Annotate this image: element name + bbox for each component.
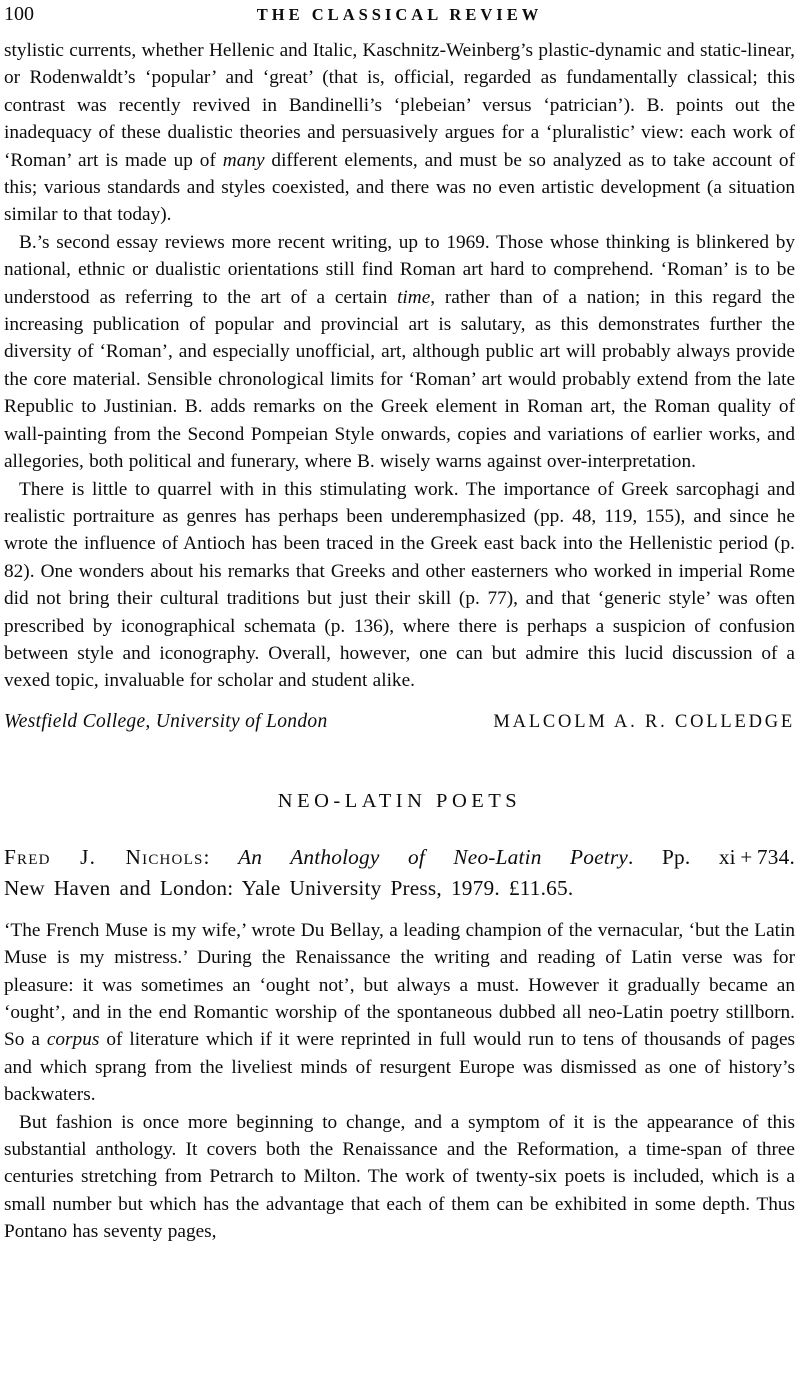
reviewer-signature xyxy=(4,708,795,736)
second-review-body xyxy=(4,917,795,1246)
reviewer-name: MALCOLM A. R. COLLEDGE xyxy=(493,711,795,732)
review-paragraph: B.’s second essay reviews more recent writing, up to 1969. Those whose thinking is blinkered by national, ethnic or dualistic orientations still find Roman art hard to comprehend. ‘Roman’ is to be understood as referring to the art of a certain time, rather than of a nation; in this regard the increasing publication of popular and provincial art is salutary, as this demonstrates further the diversity of ‘Roman’, and especially unofficial, art, although public art will probably always provide the core material. Sensible chronological limits for ‘Roman’ art would probably extend from the late Republic to Justinian. B. adds remarks on the Greek element in Roman art, the Roman quality of wall-painting from the Second Pompeian Style onwards, copies and variations of earlier works, and allegories, both political and funerary, where B. wisely warns against over-interpretation. xyxy=(4,231,795,473)
review-paragraph: There is little to quarrel with in this stimulating work. The importance of Greek sarcophagi and realistic portraiture as genres has perhaps been underemphasized (pp. 48, 119, 155), and since he wrote the influence of Antioch has been traced in the Greek east back into the Hellenistic period (p. 82). One wonders about his remarks that Greeks and other easterners who worked in imperial Rome did not bring their cultural traditions but just their skill (p. 77), and that ‘generic style’ was often prescribed by iconographical schemata (p. 136), where there is perhaps a suspicion of confusion between style and iconography. Overall, however, one can but admire this lucid discussion of a vexed topic, invaluable for scholar and student alike. xyxy=(4,478,795,692)
journal-title: THE CLASSICAL REVIEW xyxy=(256,5,543,24)
book-citation xyxy=(4,842,795,904)
page-number: 100 xyxy=(4,3,34,25)
review-paragraph: But fashion is once more beginning to change, and a symptom of it is the appearance of this substantial anthology. It covers both the Renaissance and the Reformation, a time-span of three centuries stretching from Petrarch to Milton. The work of twenty-six poets is included, which is a small number but which has the advantage that each of them can be exhibited in some depth. Thus Pontano has seventy pages, xyxy=(4,1111,795,1243)
citation-line-1: Fred J. Nichols: An Anthology of Neo-Latin Poetry. Pp. xi + 734. xyxy=(4,844,795,869)
section-heading: NEO-LATIN POETS xyxy=(277,789,522,812)
review-paragraph: stylistic currents, whether Hellenic and Italic, Kaschnitz-Weinberg’s plastic-dynamic and static-linear, or Rodenwaldt’s ‘popular’ and ‘great’ (that is, official, regarded as fundamentally classical; this contrast was recently revived in Bandinelli’s ‘plebeian’ versus ‘patrician’). B. points out the inadequacy of these dualistic theories and persuasively argues for a ‘pluralistic’ view: each work of ‘Roman’ art is made up of many different elements, and must be so analyzed as to take account of this; various standards and styles coexisted, and there was no even artistic development (a situation similar to that today). xyxy=(4,40,796,226)
running-head xyxy=(4,2,795,30)
citation-line-2: New Haven and London: Yale University Press, 1979. £11.65. xyxy=(4,875,574,900)
reviewer-affiliation: Westfield College, University of London xyxy=(4,710,328,732)
first-review-body xyxy=(4,37,795,695)
review-paragraph: ‘The French Muse is my wife,’ wrote Du Bellay, a leading champion of the vernacular, ‘but the Latin Muse is my mistress.’ During the Renaissance the writing and reading of Latin verse was for pleasure: it was sometimes an ‘ought not’, but always a must. However it gradually became an ‘ought’, and in the end Romantic worship of the spontaneous dubbed all neo-Latin poetry stillborn. So a corpus of literature which if it were reprinted in full would run to tens of thousands of pages and which sprang from the liveliest minds of resurgent Europe was dismissed as one of history’s backwaters. xyxy=(4,919,796,1106)
